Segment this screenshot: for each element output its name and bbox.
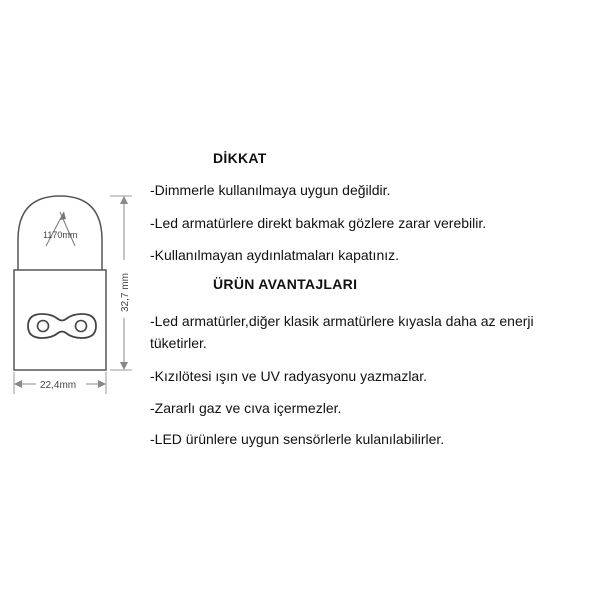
- advantage-item: -Kızılötesi ışın ve UV radyasyonu yazmazlar.: [150, 368, 427, 384]
- socket-hole-right: [76, 321, 87, 332]
- advantages-heading: ÜRÜN AVANTAJLARI: [213, 276, 358, 292]
- advantage-item: -Zararlı gaz ve cıva içermezler.: [150, 400, 342, 416]
- top-dimension-label: 1170mm: [43, 230, 78, 240]
- advantage-item: -Led armatürler,diğer klasik armatürlere kıyasla daha az enerji tüketirler.: [150, 313, 534, 351]
- warning-heading: DİKKAT: [213, 150, 267, 166]
- advantage-item: -LED ürünlere uygun sensörlerle kulanılabilirler.: [150, 431, 445, 447]
- width-dimension-label: 22,4mm: [40, 380, 77, 391]
- warning-item: -Led armatürlere direkt bakmak gözlere zarar verebilir.: [150, 215, 487, 231]
- height-dimension-label: 32,7 mm: [120, 273, 131, 312]
- width-arrow-right: [98, 380, 106, 388]
- product-dimension-diagram: [0, 0, 150, 420]
- warning-item: -Kullanılmayan aydınlatmaları kapatınız.: [150, 247, 400, 263]
- height-arrow-down: [120, 362, 128, 370]
- width-arrow-left: [14, 380, 22, 388]
- height-arrow-up: [120, 196, 128, 204]
- socket-hole-left: [38, 321, 49, 332]
- warning-item: -Dimmerle kullanılmaya uygun değildir.: [150, 182, 391, 198]
